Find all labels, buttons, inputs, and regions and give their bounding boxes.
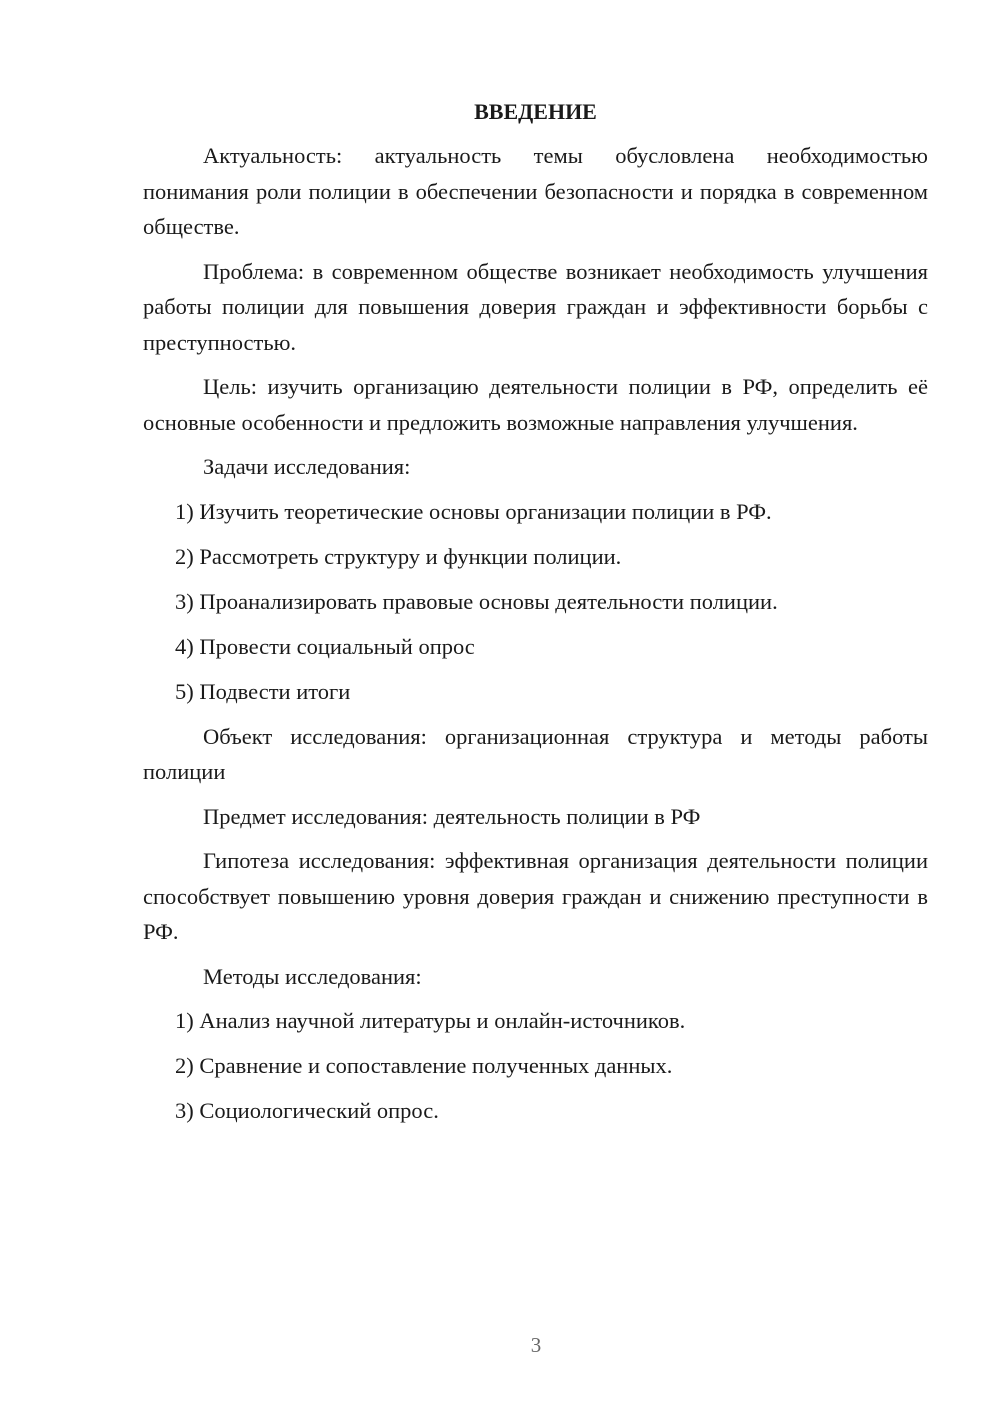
method-item: 1) Анализ научной литературы и онлайн-источников. <box>175 1008 686 1033</box>
subject-paragraph: Предмет исследования: деятельность полиции в РФ <box>203 803 701 829</box>
tasks-heading: Задачи исследования: <box>203 454 411 479</box>
section-title: ВВЕДЕНИЕ <box>474 99 597 124</box>
task-item: 3) Проанализировать правовые основы деятельности полиции. <box>175 588 778 614</box>
task-item: 5) Подвести итоги <box>175 678 351 704</box>
object-paragraph: Объект исследования: организационная структура и методы работы полиции <box>143 723 928 784</box>
method-item: 3) Социологический опрос. <box>175 1098 439 1123</box>
task-item: 1) Изучить теоретические основы организации полиции в РФ. <box>175 498 772 524</box>
hypothesis-paragraph: Гипотеза исследования: эффективная организация деятельности полиции способствует повышению уровня доверия граждан и снижению преступности в РФ. <box>143 848 928 944</box>
goal-paragraph: Цель: изучить организацию деятельности полиции в РФ, определить её основные особенности и предложить возможные направления улучшения. <box>143 374 928 435</box>
document-page <box>143 96 928 1138</box>
method-item: 2) Сравнение и сопоставление полученных данных. <box>175 1053 673 1078</box>
problem-paragraph: Проблема: в современном обществе возникает необходимость улучшения работы полиции для повышения доверия граждан и эффективности борьбы с преступностью. <box>143 258 928 355</box>
methods-heading: Методы исследования: <box>203 963 422 989</box>
task-item: 2) Рассмотреть структуру и функции полиции. <box>175 543 622 569</box>
page-number: 3 <box>530 1333 542 1357</box>
relevance-paragraph: Актуальность: актуальность темы обусловлена необходимостью понимания роли полиции в обеспечении безопасности и порядка в современном обществе. <box>143 143 928 239</box>
task-item: 4) Провести социальный опрос <box>175 633 475 659</box>
